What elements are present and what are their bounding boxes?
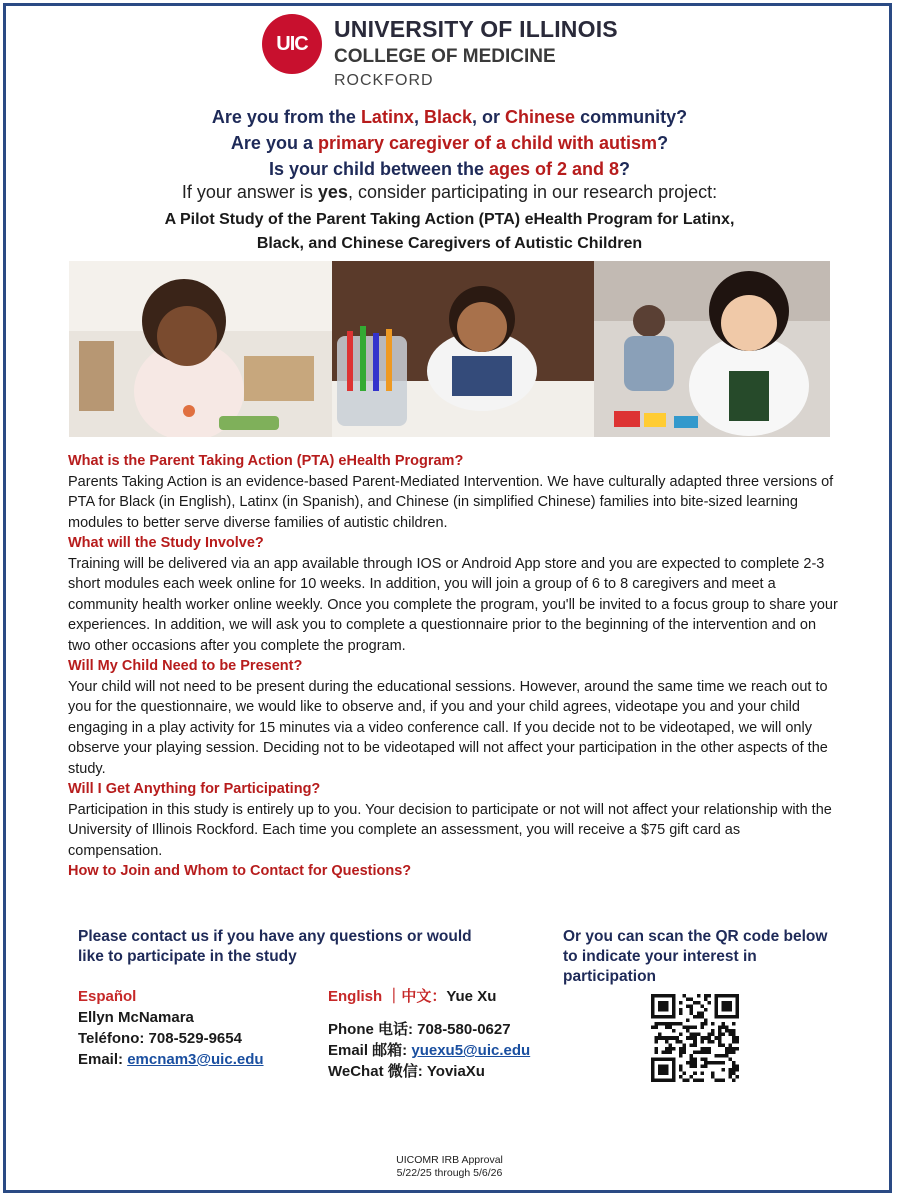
wechat-id: WeChat 微信: YoviaXu: [328, 1063, 485, 1080]
info-sections: [68, 451, 838, 882]
header: [262, 12, 682, 92]
section-body: Participation in this study is entirely up to you. Your decision to participate or not will not affect your relationship with the University of Illinois Rockford. Each time you complete an assessment, you will receive a $75 gift card as compensation.: [68, 801, 832, 859]
english-contact-name: Yue Xu: [446, 988, 497, 1005]
campus-name: ROCKFORD: [334, 72, 434, 89]
english-chinese-contact: English ｜中文：Yue Xu Phone 电话: 708-580-0627 Email 邮箱: yuexu5@uic.edu WeChat 微信: YoviaXu: [328, 986, 588, 1082]
english-chinese-label: English ｜中文：: [328, 988, 447, 1005]
section-heading: What is the Parent Taking Action (PTA) eHealth Program?: [68, 453, 464, 469]
qr-prompt: Or you can scan the QR code below to indicate your interest in participation: [563, 928, 828, 985]
irb-approval: UICOMR IRB Approval 5/22/25 through 5/6/26: [396, 1154, 503, 1179]
section-heading: What will the Study Involve?: [68, 535, 264, 551]
university-name: UNIVERSITY OF ILLINOIS: [334, 16, 618, 42]
intro-text: If your answer is yes, consider participating in our research project:: [181, 182, 718, 202]
spanish-label: Español: [78, 988, 137, 1005]
section-heading: Will My Child Need to be Present?: [68, 658, 303, 674]
section-body: Training will be delivered via an app available through IOS or Android App store and you are expected to complete 2-3 short modules each week online for 10 weeks. In addition, you will join a group of 6 to 8 caregivers and meet a community health worker online weekly. Once you complete the program, you'll be invited to a focus group to share your experiences. In addition, we will ask you to complete a questionnaire prior to the beginning of the intervention and on two other occasions after you complete the program.: [68, 555, 838, 654]
section-heading: Will I Get Anything for Participating?: [68, 781, 321, 797]
spanish-phone: Teléfono: 708-529-9654: [78, 1030, 242, 1047]
section-body: Parents Taking Action is an evidence-based Parent-Mediated Intervention. We have culturally adapted three versions of PTA for Black (in English), Latinx (in Spanish), and Chinese (in simplified Chinese) families into bite-sized learning modules to better serve diverse families of autistic children.: [68, 473, 834, 531]
english-email-link[interactable]: yuexu5@uic.edu: [411, 1042, 531, 1059]
spanish-email-link[interactable]: emcnam3@uic.edu: [127, 1051, 264, 1068]
question-age: Is your child between the ages of 2 and 8?: [268, 159, 631, 179]
spanish-contact: Español Ellyn McNamara Teléfono: 708-529-9654 Email: emcnam3@uic.edu: [78, 986, 318, 1070]
question-community: Are you from the Latinx, Black, or Chinese community?: [211, 107, 688, 127]
question-caregiver: Are you a primary caregiver of a child with autism?: [230, 133, 669, 153]
section-body: Your child will not need to be present during the educational sessions. However, around the same time we reach out to you for the questionnaire, we would like to observe and, if you and your child agrees, videotape you and your child engaging in a play activity for 15 minutes via a video conference call. If you decide not to be videotaped, we will only observe your playing session. Deciding not to be videotaped will not affect your participation in the other aspects of the study.: [68, 678, 828, 777]
contact-prompt: Please contact us if you have any questions or would like to participate in the study: [78, 928, 472, 965]
spanish-contact-name: Ellyn McNamara: [78, 1009, 194, 1026]
english-phone: Phone 电话: 708-580-0627: [328, 1021, 511, 1038]
photo-toddler-1: [69, 261, 332, 437]
photo-child-3: [594, 261, 830, 437]
photo-child-2: [332, 261, 594, 437]
study-title: A Pilot Study of the Parent Taking Action (PTA) eHealth Program for Latinx, Black, and Chinese Caregivers of Autistic Children: [164, 211, 735, 252]
qr-code[interactable]: [651, 994, 739, 1082]
college-name: COLLEGE OF MEDICINE: [334, 46, 556, 67]
section-heading: How to Join and Whom to Contact for Questions?: [68, 863, 412, 879]
uic-logo: UIC: [262, 14, 322, 74]
